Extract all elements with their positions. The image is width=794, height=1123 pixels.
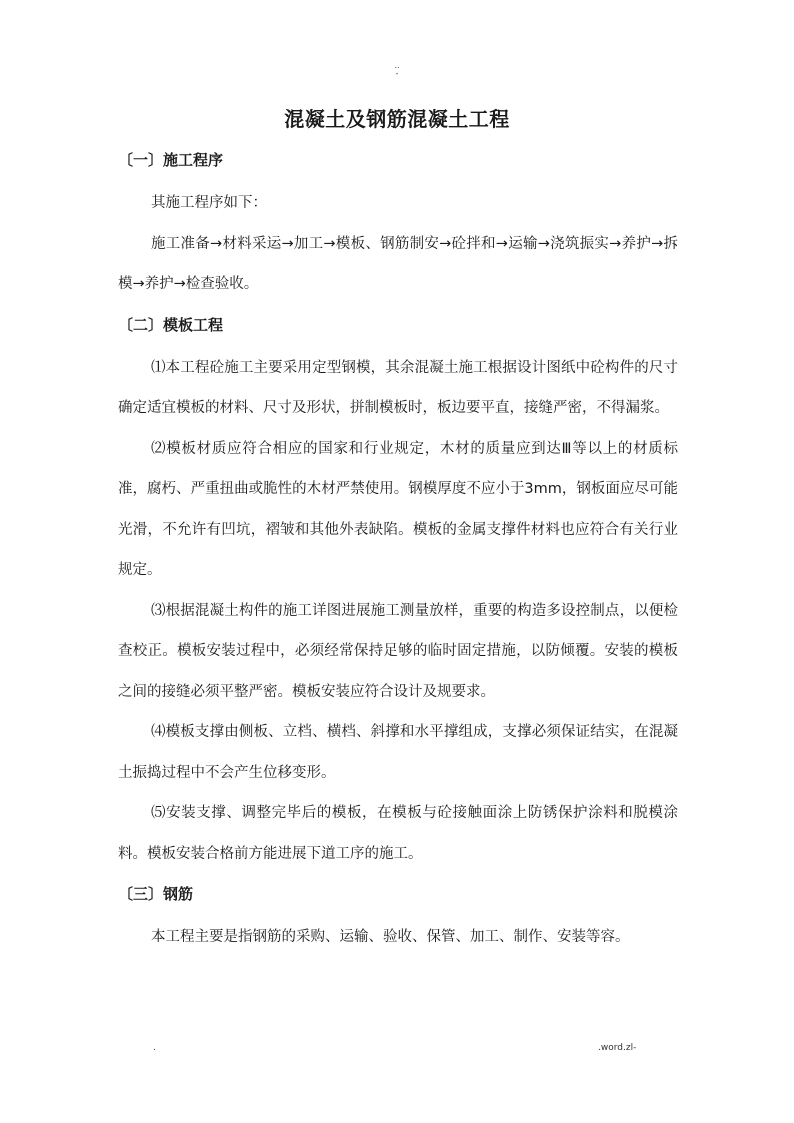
paragraph: ⑵模板材质应符合相应的国家和行业规定，木材的质量应到达Ⅲ等以上的材质标准，腐朽、严重扭曲或脆性的木材严禁使用。钢模厚度不应小于3mm，钢板面应尽可能光滑，不允许有凹坑，褶皱和其他外表缺陷。模板的金属支撑件材料也应符合有关行业规定。 (118, 440, 678, 578)
paragraph: 其施工程序如下： (151, 195, 267, 211)
section-heading: 〔二〕模板工程 (118, 315, 224, 334)
paragraph: ⑶根据混凝土构件的施工详图进展施工测量放样，重要的构造多设控制点，以便检查校正。模板安装过程中，必须经常保持足够的临时固定措施，以防倾覆。安装的模板之间的接缝必须平整严密。模板安装应符合设计及规要求。 (118, 602, 678, 700)
footer-left-mark: . (153, 1043, 156, 1053)
paragraph: 本工程主要是指钢筋的采购、运输、验收、保管、加工、制作、安装等容。 (151, 929, 630, 945)
paragraph: 施工准备→材料采运→加工→模板、钢筋制安→砼拌和→运输→浇筑振实→养护→拆模→养护→检查验收。 (118, 235, 678, 292)
section-heading: 〔三〕钢筋 (118, 885, 194, 903)
document-body (118, 146, 678, 958)
footer-watermark: .word.zl- (598, 1043, 637, 1053)
document-title: 混凝土及钢筋混凝土工程 (284, 107, 510, 131)
paragraph: ⑷模板支撑由侧板、立档、横档、斜撑和水平撑组成，支撑必须保证结实，在混凝土振捣过程中不会产生位移变形。 (118, 724, 678, 781)
paragraph: ⑸安装支撑、调整完毕后的模板，在模板与砼接触面涂上防锈保护涂料和脱模涂料。模板安装合格前方能进展下道工序的施工。 (118, 805, 678, 862)
section-heading: 〔一〕施工程序 (118, 151, 224, 169)
paragraph: ⑴本工程砼施工主要采用定型钢模，其余混凝土施工根据设计图纸中砼构件的尺寸确定适宜模板的材料、尺寸及形状，拼制模板时，板边要平直，接缝严密，不得漏浆。 (118, 359, 678, 416)
header-mark: .. - (394, 61, 400, 78)
